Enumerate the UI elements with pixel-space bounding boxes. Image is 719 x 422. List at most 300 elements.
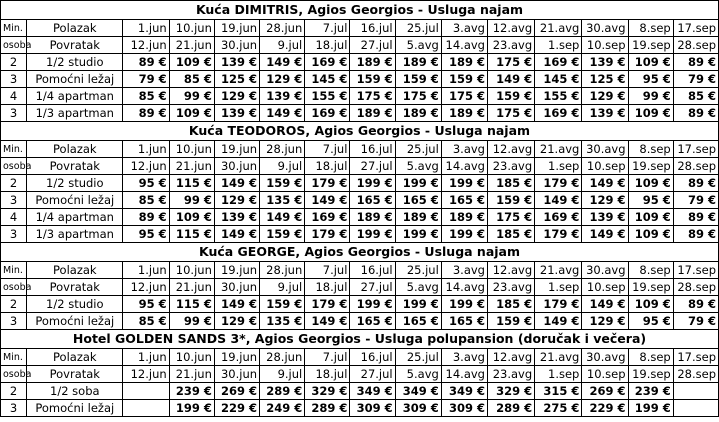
price-cell: 139 €	[260, 88, 305, 105]
polazak-date: 19.jun	[214, 141, 259, 158]
povratak-date: 5.avg	[395, 366, 441, 383]
polazak-label: Polazak	[27, 20, 123, 37]
polazak-date: 10.jun	[169, 141, 214, 158]
price-cell: 145 €	[535, 71, 582, 88]
price-cell: 165 €	[350, 192, 395, 209]
povratak-date: 10.sep	[582, 366, 628, 383]
price-cell: 159 €	[260, 175, 305, 192]
section-title: Kuća DIMITRIS, Agios Georgios - Usluga najam	[1, 1, 719, 20]
price-cell: 129 €	[260, 71, 305, 88]
price-cell: 185 €	[487, 175, 534, 192]
povratak-date: 1.sep	[535, 158, 582, 175]
povratak-date: 9.jul	[260, 158, 305, 175]
price-cell	[123, 400, 169, 417]
price-cell: 149 €	[305, 192, 350, 209]
price-cell: 179 €	[305, 296, 350, 313]
min-persons: 4	[1, 209, 27, 226]
polazak-date: 7.jul	[305, 349, 350, 366]
price-cell: 159 €	[487, 313, 534, 330]
price-cell: 249 €	[260, 400, 305, 417]
price-cell: 139 €	[214, 54, 259, 71]
price-cell: 189 €	[350, 209, 395, 226]
polazak-date: 30.avg	[582, 349, 628, 366]
price-cell: 109 €	[628, 105, 673, 122]
price-cell: 145 €	[305, 71, 350, 88]
osoba-label: osoba	[1, 366, 27, 383]
price-cell: 269 €	[582, 383, 628, 400]
povratak-date: 19.sep	[628, 366, 673, 383]
price-cell: 89 €	[123, 105, 169, 122]
price-row	[1, 175, 719, 192]
price-row	[1, 71, 719, 88]
price-cell: 89 €	[123, 54, 169, 71]
price-cell: 165 €	[441, 192, 487, 209]
price-row	[1, 296, 719, 313]
price-cell: 149 €	[260, 209, 305, 226]
price-row	[1, 105, 719, 122]
min-label: Min.	[1, 349, 27, 366]
polazak-date: 17.sep	[673, 141, 718, 158]
price-row	[1, 209, 719, 226]
povratak-date: 9.jul	[260, 37, 305, 54]
price-cell: 149 €	[260, 105, 305, 122]
price-cell: 169 €	[535, 54, 582, 71]
price-row	[1, 54, 719, 71]
price-cell: 109 €	[628, 296, 673, 313]
polazak-date: 1.jun	[123, 20, 169, 37]
price-cell: 109 €	[169, 105, 214, 122]
price-cell: 179 €	[305, 226, 350, 243]
price-cell: 179 €	[535, 175, 582, 192]
povratak-date: 18.jul	[305, 158, 350, 175]
polazak-date: 1.jun	[123, 141, 169, 158]
polazak-row	[1, 141, 719, 158]
min-persons: 2	[1, 296, 27, 313]
price-cell: 85 €	[673, 88, 718, 105]
section-title-row	[1, 243, 719, 262]
povratak-date: 14.avg	[441, 158, 487, 175]
accommodation-type: 1/3 apartman	[27, 226, 123, 243]
price-cell: 289 €	[260, 383, 305, 400]
min-label: Min.	[1, 141, 27, 158]
price-cell: 199 €	[169, 400, 214, 417]
povratak-date: 10.sep	[582, 37, 628, 54]
polazak-date: 28.jun	[260, 349, 305, 366]
polazak-date: 7.jul	[305, 141, 350, 158]
price-row	[1, 400, 719, 417]
polazak-date: 21.avg	[535, 20, 582, 37]
polazak-date: 17.sep	[673, 349, 718, 366]
price-cell: 149 €	[260, 54, 305, 71]
polazak-date: 10.jun	[169, 20, 214, 37]
price-cell: 155 €	[535, 88, 582, 105]
price-cell: 109 €	[169, 209, 214, 226]
price-cell: 189 €	[441, 105, 487, 122]
polazak-date: 21.avg	[535, 141, 582, 158]
accommodation-type: 1/2 studio	[27, 175, 123, 192]
price-cell: 129 €	[214, 88, 259, 105]
povratak-date: 21.jun	[169, 37, 214, 54]
price-cell: 149 €	[535, 192, 582, 209]
povratak-date: 27.jul	[350, 366, 395, 383]
price-cell: 269 €	[214, 383, 259, 400]
povratak-date: 30.jun	[214, 158, 259, 175]
price-cell: 189 €	[395, 209, 441, 226]
povratak-date: 1.sep	[535, 37, 582, 54]
povratak-row	[1, 366, 719, 383]
polazak-date: 8.sep	[628, 141, 673, 158]
accommodation-type: 1/2 studio	[27, 296, 123, 313]
polazak-date: 16.jul	[350, 262, 395, 279]
povratak-date: 19.sep	[628, 158, 673, 175]
accommodation-type: Pomoćni ležaj	[27, 192, 123, 209]
price-cell: 79 €	[673, 192, 718, 209]
price-cell: 199 €	[395, 175, 441, 192]
price-cell: 179 €	[305, 175, 350, 192]
price-cell: 179 €	[535, 296, 582, 313]
price-cell: 109 €	[169, 54, 214, 71]
povratak-label: Povratak	[27, 366, 123, 383]
price-cell: 189 €	[395, 105, 441, 122]
price-cell: 109 €	[628, 226, 673, 243]
price-cell: 175 €	[441, 88, 487, 105]
price-cell: 85 €	[123, 313, 169, 330]
price-cell: 115 €	[169, 226, 214, 243]
price-cell: 185 €	[487, 226, 534, 243]
povratak-date: 14.avg	[441, 366, 487, 383]
povratak-date: 18.jul	[305, 37, 350, 54]
price-cell: 139 €	[582, 209, 628, 226]
polazak-date: 28.jun	[260, 141, 305, 158]
povratak-date: 1.sep	[535, 366, 582, 383]
price-cell: 95 €	[123, 296, 169, 313]
price-cell: 175 €	[487, 54, 534, 71]
price-cell: 109 €	[628, 54, 673, 71]
price-cell: 169 €	[535, 105, 582, 122]
accommodation-type: 1/4 apartman	[27, 209, 123, 226]
min-persons: 3	[1, 105, 27, 122]
price-cell: 189 €	[350, 105, 395, 122]
price-cell: 199 €	[628, 400, 673, 417]
polazak-date: 30.avg	[582, 141, 628, 158]
povratak-date: 12.jun	[123, 366, 169, 383]
polazak-date: 12.avg	[487, 262, 534, 279]
povratak-date: 14.avg	[441, 279, 487, 296]
price-cell: 239 €	[169, 383, 214, 400]
price-row	[1, 313, 719, 330]
accommodation-type: 1/4 apartman	[27, 88, 123, 105]
price-cell: 349 €	[350, 383, 395, 400]
price-cell: 135 €	[260, 192, 305, 209]
povratak-label: Povratak	[27, 279, 123, 296]
section-title-row	[1, 1, 719, 20]
price-cell: 115 €	[169, 296, 214, 313]
price-cell: 309 €	[441, 400, 487, 417]
price-cell: 99 €	[169, 313, 214, 330]
povratak-date: 5.avg	[395, 158, 441, 175]
price-cell: 95 €	[123, 226, 169, 243]
price-cell: 185 €	[487, 296, 534, 313]
polazak-date: 25.jul	[395, 262, 441, 279]
polazak-date: 30.avg	[582, 262, 628, 279]
price-row	[1, 192, 719, 209]
polazak-date: 7.jul	[305, 262, 350, 279]
price-cell: 189 €	[441, 54, 487, 71]
povratak-date: 5.avg	[395, 279, 441, 296]
povratak-date: 10.sep	[582, 279, 628, 296]
price-row	[1, 383, 719, 400]
polazak-label: Polazak	[27, 141, 123, 158]
povratak-date: 27.jul	[350, 37, 395, 54]
polazak-date: 19.jun	[214, 262, 259, 279]
price-cell: 329 €	[487, 383, 534, 400]
price-cell: 159 €	[260, 296, 305, 313]
price-cell: 175 €	[395, 88, 441, 105]
povratak-label: Povratak	[27, 158, 123, 175]
price-cell: 139 €	[582, 54, 628, 71]
povratak-date: 30.jun	[214, 279, 259, 296]
price-cell: 139 €	[214, 209, 259, 226]
polazak-date: 12.avg	[487, 141, 534, 158]
price-cell: 149 €	[214, 175, 259, 192]
polazak-date: 16.jul	[350, 349, 395, 366]
polazak-date: 25.jul	[395, 141, 441, 158]
accommodation-type: Pomoćni ležaj	[27, 313, 123, 330]
polazak-row	[1, 20, 719, 37]
price-cell: 175 €	[487, 209, 534, 226]
price-cell: 79 €	[673, 313, 718, 330]
polazak-date: 19.jun	[214, 20, 259, 37]
price-cell: 289 €	[305, 400, 350, 417]
price-cell: 199 €	[350, 296, 395, 313]
povratak-date: 28.sep	[673, 37, 718, 54]
price-cell: 109 €	[628, 175, 673, 192]
povratak-date: 30.jun	[214, 366, 259, 383]
povratak-date: 28.sep	[673, 158, 718, 175]
price-cell: 315 €	[535, 383, 582, 400]
price-cell: 89 €	[673, 226, 718, 243]
min-persons: 3	[1, 226, 27, 243]
price-cell: 85 €	[123, 192, 169, 209]
min-persons: 2	[1, 175, 27, 192]
accommodation-type: Pomoćni ležaj	[27, 71, 123, 88]
price-cell: 149 €	[214, 226, 259, 243]
price-cell: 175 €	[487, 105, 534, 122]
povratak-date: 21.jun	[169, 158, 214, 175]
price-cell: 99 €	[628, 88, 673, 105]
price-cell: 129 €	[582, 88, 628, 105]
price-row	[1, 88, 719, 105]
min-persons: 4	[1, 88, 27, 105]
price-cell: 199 €	[395, 226, 441, 243]
price-cell: 89 €	[673, 209, 718, 226]
price-cell: 129 €	[582, 192, 628, 209]
polazak-date: 17.sep	[673, 20, 718, 37]
polazak-date: 10.jun	[169, 262, 214, 279]
price-cell: 125 €	[214, 71, 259, 88]
price-cell	[123, 383, 169, 400]
price-cell: 169 €	[305, 54, 350, 71]
polazak-date: 12.avg	[487, 20, 534, 37]
polazak-date: 30.avg	[582, 20, 628, 37]
polazak-date: 10.jun	[169, 349, 214, 366]
price-cell: 189 €	[395, 54, 441, 71]
povratak-date: 28.sep	[673, 279, 718, 296]
povratak-row	[1, 158, 719, 175]
polazak-label: Polazak	[27, 262, 123, 279]
price-cell: 79 €	[673, 71, 718, 88]
polazak-date: 28.jun	[260, 262, 305, 279]
povratak-date: 30.jun	[214, 37, 259, 54]
price-cell: 239 €	[628, 383, 673, 400]
povratak-label: Povratak	[27, 37, 123, 54]
price-cell: 135 €	[260, 313, 305, 330]
povratak-row	[1, 37, 719, 54]
polazak-row	[1, 349, 719, 366]
polazak-date: 1.jun	[123, 262, 169, 279]
polazak-date: 21.avg	[535, 349, 582, 366]
price-cell: 229 €	[214, 400, 259, 417]
povratak-date: 5.avg	[395, 37, 441, 54]
min-label: Min.	[1, 262, 27, 279]
price-cell: 199 €	[350, 226, 395, 243]
price-cell: 159 €	[350, 71, 395, 88]
price-cell: 189 €	[441, 209, 487, 226]
price-cell: 165 €	[441, 313, 487, 330]
polazak-date: 3.avg	[441, 20, 487, 37]
polazak-date: 19.jun	[214, 349, 259, 366]
osoba-label: osoba	[1, 37, 27, 54]
price-cell	[673, 400, 718, 417]
polazak-date: 21.avg	[535, 262, 582, 279]
price-cell: 89 €	[673, 54, 718, 71]
price-cell: 89 €	[123, 209, 169, 226]
price-cell: 309 €	[395, 400, 441, 417]
section-title: Hotel GOLDEN SANDS 3*, Agios Georgios - Usluga polupansion (doručak i večera)	[1, 330, 719, 349]
price-cell: 189 €	[350, 54, 395, 71]
polazak-date: 25.jul	[395, 349, 441, 366]
osoba-label: osoba	[1, 279, 27, 296]
polazak-date: 8.sep	[628, 349, 673, 366]
price-cell: 99 €	[169, 88, 214, 105]
price-cell: 139 €	[582, 105, 628, 122]
price-cell	[673, 383, 718, 400]
povratak-date: 10.sep	[582, 158, 628, 175]
price-row	[1, 226, 719, 243]
povratak-date: 23.avg	[487, 37, 534, 54]
polazak-date: 17.sep	[673, 262, 718, 279]
polazak-date: 28.jun	[260, 20, 305, 37]
price-cell: 149 €	[305, 313, 350, 330]
min-persons: 3	[1, 71, 27, 88]
polazak-date: 8.sep	[628, 20, 673, 37]
povratak-date: 9.jul	[260, 366, 305, 383]
povratak-date: 19.sep	[628, 37, 673, 54]
povratak-date: 21.jun	[169, 279, 214, 296]
price-cell: 89 €	[673, 175, 718, 192]
povratak-row	[1, 279, 719, 296]
accommodation-type: Pomoćni ležaj	[27, 400, 123, 417]
price-cell: 109 €	[628, 209, 673, 226]
osoba-label: osoba	[1, 158, 27, 175]
section-title-row	[1, 122, 719, 141]
accommodation-type: 1/2 studio	[27, 54, 123, 71]
price-cell: 349 €	[441, 383, 487, 400]
povratak-date: 23.avg	[487, 279, 534, 296]
price-cell: 329 €	[305, 383, 350, 400]
price-cell: 95 €	[123, 175, 169, 192]
accommodation-type: 1/2 soba	[27, 383, 123, 400]
price-cell: 149 €	[535, 313, 582, 330]
section-title-row	[1, 330, 719, 349]
price-cell: 165 €	[395, 313, 441, 330]
price-cell: 175 €	[350, 88, 395, 105]
polazak-date: 3.avg	[441, 141, 487, 158]
price-cell: 159 €	[441, 71, 487, 88]
price-cell: 199 €	[441, 226, 487, 243]
polazak-date: 8.sep	[628, 262, 673, 279]
price-cell: 89 €	[673, 296, 718, 313]
price-cell: 79 €	[123, 71, 169, 88]
price-cell: 179 €	[535, 226, 582, 243]
price-cell: 159 €	[260, 226, 305, 243]
price-cell: 169 €	[535, 209, 582, 226]
price-cell: 129 €	[214, 192, 259, 209]
price-cell: 89 €	[673, 105, 718, 122]
price-cell: 85 €	[169, 71, 214, 88]
min-persons: 3	[1, 313, 27, 330]
price-cell: 159 €	[395, 71, 441, 88]
min-persons: 3	[1, 192, 27, 209]
section-title: Kuća GEORGE, Agios Georgios - Usluga najam	[1, 243, 719, 262]
price-cell: 199 €	[441, 296, 487, 313]
povratak-date: 14.avg	[441, 37, 487, 54]
povratak-date: 1.sep	[535, 279, 582, 296]
price-cell: 149 €	[582, 226, 628, 243]
povratak-date: 23.avg	[487, 158, 534, 175]
povratak-date: 23.avg	[487, 366, 534, 383]
polazak-date: 1.jun	[123, 349, 169, 366]
price-cell: 95 €	[628, 192, 673, 209]
price-cell: 139 €	[214, 105, 259, 122]
price-cell: 129 €	[214, 313, 259, 330]
min-persons: 2	[1, 383, 27, 400]
povratak-date: 12.jun	[123, 37, 169, 54]
povratak-date: 12.jun	[123, 279, 169, 296]
price-cell: 99 €	[169, 192, 214, 209]
price-cell: 159 €	[487, 192, 534, 209]
price-cell: 199 €	[350, 175, 395, 192]
price-cell: 95 €	[628, 313, 673, 330]
price-cell: 275 €	[535, 400, 582, 417]
price-cell: 349 €	[395, 383, 441, 400]
accommodation-type: 1/3 apartman	[27, 105, 123, 122]
povratak-date: 27.jul	[350, 279, 395, 296]
price-cell: 115 €	[169, 175, 214, 192]
price-cell: 159 €	[487, 88, 534, 105]
price-cell: 169 €	[305, 105, 350, 122]
povratak-date: 9.jul	[260, 279, 305, 296]
polazak-date: 16.jul	[350, 20, 395, 37]
price-cell: 309 €	[350, 400, 395, 417]
price-cell: 155 €	[305, 88, 350, 105]
min-persons: 2	[1, 54, 27, 71]
min-label: Min.	[1, 20, 27, 37]
povratak-date: 21.jun	[169, 366, 214, 383]
povratak-date: 28.sep	[673, 366, 718, 383]
polazak-row	[1, 262, 719, 279]
price-cell: 289 €	[487, 400, 534, 417]
